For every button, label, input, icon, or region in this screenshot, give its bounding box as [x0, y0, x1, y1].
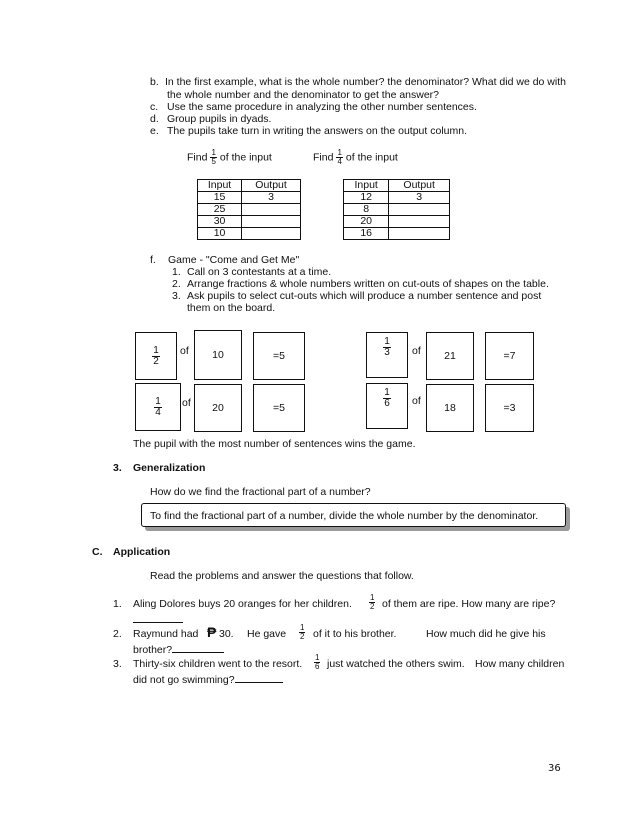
card-of-label: of — [412, 345, 421, 357]
generalization-answer: To find the fractional part of a number, divide the whole number by the denominator. — [150, 510, 539, 522]
step-b-line2: the whole number and the denominator to get the answer? — [167, 89, 440, 101]
page-number: 36 — [548, 763, 561, 774]
input-output-table-2 — [343, 179, 450, 240]
game-item-3-cont: them on the board. — [187, 302, 276, 314]
card-result-3: =3 — [485, 384, 534, 432]
problem-3-fraction: $\frac{1}{6}$ — [315, 653, 320, 671]
table-row: 20 — [344, 216, 450, 228]
step-c-marker: c. — [150, 101, 159, 113]
game-item-2-text: Arrange fractions & whole numbers written on cut-outs of shapes on the table. — [187, 278, 549, 290]
problem-2-marker: 2. — [113, 628, 122, 640]
problem-3-marker: 3. — [113, 658, 122, 670]
card-result-5: =5 — [253, 332, 305, 380]
step-d-text: Group pupils in dyads. — [167, 113, 272, 125]
table-row: 12 3 — [344, 192, 450, 204]
problem-1-text-a: Aling Dolores buys 20 oranges for her children. — [133, 598, 352, 610]
problem-2-answer-blank[interactable] — [172, 652, 224, 653]
find-label-2: Find $\frac{1}{4}$ of the input — [313, 148, 398, 166]
card-result-5b: =5 — [253, 384, 305, 432]
generalization-heading: Generalization — [133, 462, 206, 474]
table1-header-input: Input — [198, 180, 242, 192]
step-e-text: The pupils take turn in writing the answers on the output column. — [167, 125, 467, 137]
problem-2-fraction: $\frac{1}{2}$ — [300, 623, 305, 641]
problem-3-text-b: just watched the others swim. — [327, 658, 465, 670]
application-intro: Read the problems and answer the questions that follow. — [150, 570, 414, 582]
problem-1-fraction: $\frac{1}{2}$ — [370, 593, 375, 611]
step-e-marker: e. — [150, 125, 159, 137]
problem-3-text-a: Thirty-six children went to the resort. — [133, 658, 303, 670]
game-marker: f. — [150, 254, 156, 266]
card-whole-21: 21 — [426, 332, 474, 380]
problem-2-text-c: How much did he give his — [426, 628, 546, 640]
game-winner-text: The pupil with the most number of sentences wins the game. — [133, 438, 416, 450]
problem-1-answer-blank[interactable] — [133, 622, 183, 623]
card-result-7: =7 — [485, 332, 534, 380]
problem-2-amount: 30. — [219, 628, 234, 640]
card-fraction-half: $\frac{1}{2}$ — [135, 332, 177, 380]
card-fraction-sixth: $\frac{1}{6}$ — [366, 383, 408, 429]
find-label-1: Find $\frac{1}{5}$ of the input — [187, 148, 272, 166]
problem-2-text-a: Raymund had — [133, 628, 199, 640]
card-whole-18: 18 — [426, 384, 474, 432]
generalization-question: How do we find the fractional part of a number? — [150, 486, 371, 498]
step-b-line1: In the first example, what is the whole number? the denominator? What did we do with — [165, 76, 566, 88]
card-of-label: of — [412, 395, 421, 407]
game-item-2-marker: 2. — [172, 278, 181, 290]
problem-2-gave: He gave — [247, 628, 287, 640]
table-row: 25 — [198, 204, 301, 216]
table-row: 16 — [344, 228, 450, 240]
card-whole-20: 20 — [194, 384, 242, 432]
problem-3-line2: did not go swimming? — [133, 674, 283, 686]
table-row: 10 — [198, 228, 301, 240]
table1-header-output: Output — [242, 180, 301, 192]
fraction-one-fifth: $\frac{1}{5}$ — [211, 148, 216, 166]
card-fraction-quarter: $\frac{1}{4}$ — [135, 383, 181, 431]
card-fraction-third: $\frac{1}{3}$ — [366, 332, 408, 378]
problem-1-marker: 1. — [113, 598, 122, 610]
card-of-label: of — [182, 397, 191, 409]
application-marker: C. — [92, 546, 103, 558]
game-item-3-text: Ask pupils to select cut-outs which will produce a number sentence and post — [187, 290, 542, 302]
peso-sign: ₱ — [207, 624, 217, 640]
table-row: 8 — [344, 204, 450, 216]
card-of-label: of — [180, 345, 189, 357]
game-title: Game - "Come and Get Me" — [168, 254, 300, 266]
game-item-1-marker: 1. — [172, 266, 181, 278]
generalization-marker: 3. — [113, 462, 122, 474]
table-row: 30 — [198, 216, 301, 228]
game-item-1-text: Call on 3 contestants at a time. — [187, 266, 332, 278]
game-item-3-marker: 3. — [172, 290, 181, 302]
application-heading: Application — [113, 546, 171, 558]
problem-3-answer-blank[interactable] — [235, 682, 283, 683]
table-row: 15 3 — [198, 192, 301, 204]
card-whole-10: 10 — [194, 330, 242, 380]
step-b-marker: b. — [150, 76, 159, 88]
step-d-marker: d. — [150, 113, 159, 125]
table2-header-output: Output — [389, 180, 450, 192]
problem-3-text-c: How many children — [475, 658, 565, 670]
step-c-text: Use the same procedure in analyzing the other number sentences. — [167, 101, 477, 113]
problem-2-line2: brother? — [133, 644, 224, 656]
table2-header-input: Input — [344, 180, 389, 192]
input-output-table-1 — [197, 179, 301, 240]
problem-1-text-b: of them are ripe. How many are ripe? — [382, 598, 556, 610]
problem-2-text-b: of it to his brother. — [313, 628, 397, 640]
fraction-one-fourth: $\frac{1}{4}$ — [337, 148, 342, 166]
